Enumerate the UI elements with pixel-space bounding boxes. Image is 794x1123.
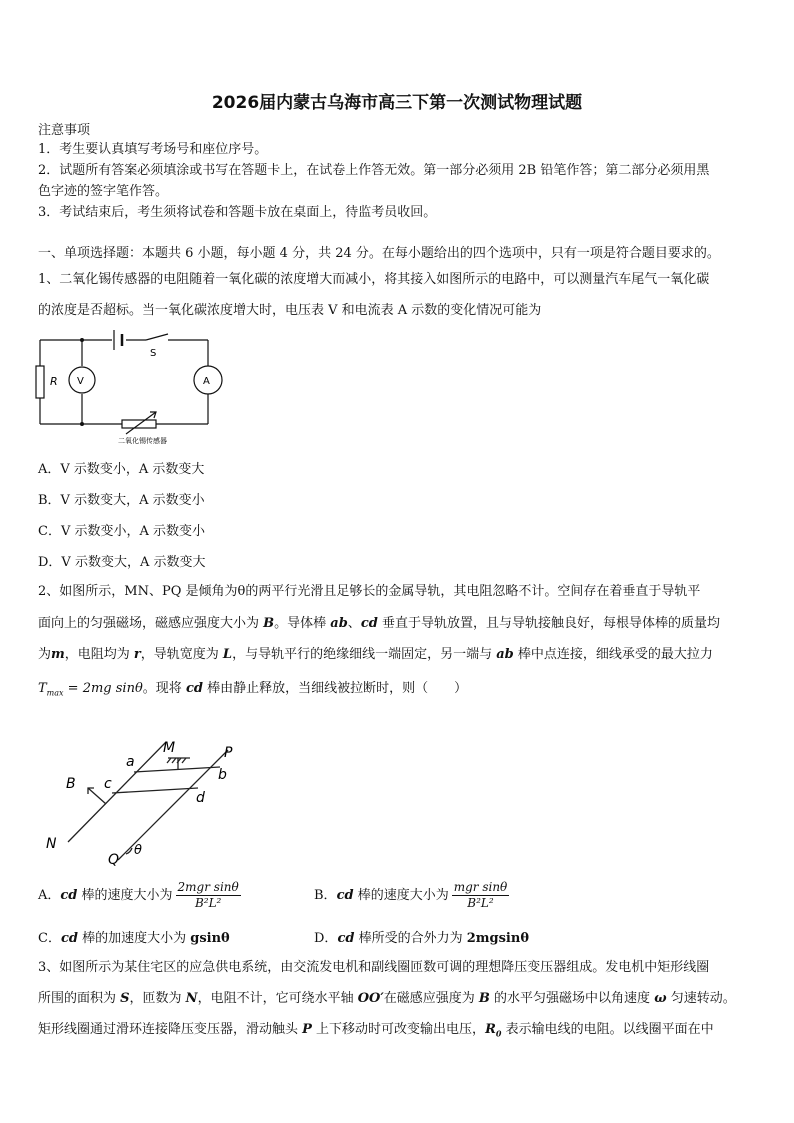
junction-dot	[80, 338, 84, 342]
label-d: d	[196, 790, 205, 806]
option-d[interactable]: D．V 示数变大，A 示数变大	[38, 555, 206, 570]
circuit-diagram	[30, 328, 230, 450]
fraction: $\frac{\text{2mgr sinθ}}{\text{B²L²}}$	[177, 880, 239, 910]
notice-item: 2．试题所有答案必须填涂或书写在答题卡上，在试卷上作答无效。第一部分必须用 2B 铅笔作答；第二部分必须用黑	[38, 163, 710, 178]
question-2-text: $T_{max} = 2mg$ sinθ。现将 cd 棒由静止释放，当细线被拉断时，则（ ）	[38, 681, 468, 698]
junction-dot	[80, 422, 84, 426]
section-heading: 一、单项选择题：本题共 6 小题，每小题 4 分，共 24 分。在每小题给出的四个选项中，只有一项是符合题目要求的。	[38, 246, 720, 261]
sensor-caption: 二氧化锡传感器	[118, 437, 167, 445]
label-q: Q	[108, 852, 120, 868]
label-m: M	[163, 740, 176, 756]
switch-label: S	[150, 348, 157, 359]
question-1-text: 的浓度是否超标。当一氧化碳浓度增大时，电压表 V 和电流表 A 示数的变化情况可能为	[38, 303, 542, 318]
notice-item: 色字迹的签字笔作答。	[38, 184, 169, 199]
option-c[interactable]: C．cd 棒的加速度大小为 gsinθ	[38, 931, 230, 946]
option-c[interactable]: C．V 示数变小，A 示数变小	[38, 524, 205, 539]
option-d[interactable]: D．cd 棒所受的合外力为 2mgsinθ	[314, 931, 529, 946]
label-theta: θ	[134, 843, 142, 858]
page-title: 2026届内蒙古乌海市高三下第一次测试物理试题	[211, 93, 583, 113]
option-a[interactable]: A．cd 棒的速度大小为 $\frac{\text{2mgr sinθ}}{\text{B²L²}}$	[38, 880, 239, 910]
question-3-text: 所围的面积为 S，匝数为 N，电阻不计，它可绕水平轴 OO′在磁感应强度为 B 的水平匀强磁场中以角速度 ω 匀速转动。	[38, 991, 736, 1006]
question-3-text: 矩形线圈通过滑环连接降压变压器，滑动触头 P 上下移动时可改变输出电压，$R_0$ 表示输电线的电阻。以线圈平面在中	[38, 1022, 714, 1039]
question-2-text: 2、如图所示，MN、PQ 是倾角为θ的两平行光滑且足够长的金属导轨，其电阻忽略不计。空间存在着垂直于导轨平	[38, 584, 701, 599]
label-a: a	[126, 754, 135, 770]
notice-item: 1．考生要认真填写考场号和座位序号。	[38, 142, 268, 157]
rail-diagram	[38, 730, 268, 870]
resistor-label: R	[50, 375, 58, 388]
notice-heading: 注意事项	[38, 123, 91, 138]
question-3-text: 3、如图所示为某住宅区的应急供电系统，由交流发电机和副线圈匝数可调的理想降压变压器组成。发电机中矩形线圈	[38, 960, 710, 975]
option-b[interactable]: B．V 示数变大，A 示数变小	[38, 493, 205, 508]
ammeter-label: A	[203, 376, 210, 387]
fraction: $\frac{\text{mgr sinθ}}{\text{B²L²}}$	[453, 880, 508, 910]
label-n: N	[46, 836, 57, 852]
option-a[interactable]: A．V 示数变小，A 示数变大	[38, 462, 205, 477]
option-b[interactable]: B．cd 棒的速度大小为 $\frac{\text{mgr sinθ}}{\text{B²L²}}$	[314, 880, 508, 910]
formula-tmax: $T_{max} = 2mg$ sinθ	[38, 681, 143, 698]
label-c: c	[104, 776, 112, 792]
voltmeter-label: V	[77, 376, 84, 387]
notice-item: 3．考试结束后，考生须将试卷和答题卡放在桌面上，待监考员收回。	[38, 205, 437, 220]
label-field-b: B	[66, 776, 76, 792]
question-1-text: 1、二氧化锡传感器的电阻随着一氧化碳的浓度增大而减小，将其接入如图所示的电路中，可以测量汽车尾气一氧化碳	[38, 272, 710, 287]
question-2-text: 面向上的匀强磁场，磁感应强度大小为 B。导体棒 ab、cd 垂直于导轨放置，且与导轨接触良好，每根导体棒的质量均	[38, 616, 720, 631]
question-2-text: 为m，电阻均为 r，导轨宽度为 L，与导轨平行的绝缘细线一端固定，另一端与 ab 棒中点连接，细线承受的最大拉力	[38, 647, 713, 662]
label-p: P	[224, 745, 233, 761]
label-b: b	[218, 767, 227, 783]
